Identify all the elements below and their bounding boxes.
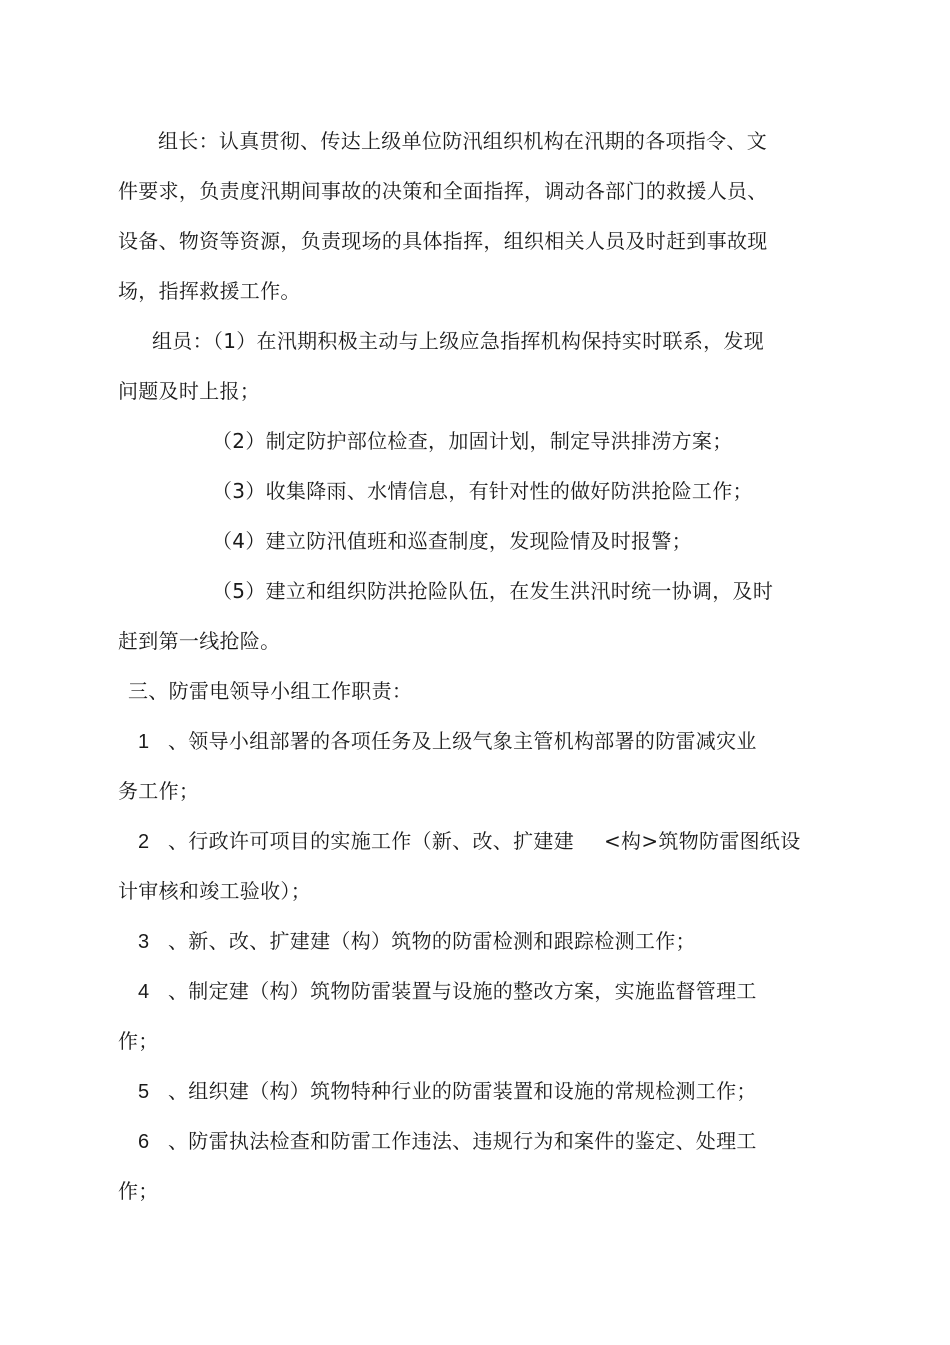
paragraph-leader-line-3: 设备、物资等资源，负责现场的具体指挥，组织相关人员及时赶到事故现	[118, 229, 768, 253]
duty-number: 3	[138, 931, 150, 953]
duty-item-1-line-2: 务工作；	[118, 779, 200, 803]
duty-number: 6	[138, 1131, 150, 1153]
duty-item-1-line-1	[138, 726, 757, 756]
paragraph-leader-line-4: 场，指挥救援工作。	[118, 279, 301, 303]
duty-item-4-line-1	[138, 976, 757, 1006]
duty-number: 2	[138, 831, 150, 853]
duty-number: 5	[138, 1081, 150, 1103]
members-item-5-line-2: 赶到第一线抢险。	[118, 629, 281, 653]
duty-text: 、新、改、扩建建（构）筑物的防雷检测和跟踪检测工作；	[168, 929, 696, 953]
paragraph-members-line-2: 问题及时上报；	[118, 379, 261, 403]
duty-text: 、防雷执法检查和防雷工作违法、违规行为和案件的鉴定、处理工	[168, 1129, 757, 1153]
duty-item-3	[138, 926, 696, 956]
duty-text: 、领导小组部署的各项任务及上级气象主管机构部署的防雷减灾业	[168, 729, 757, 753]
duty-item-4-line-2: 作；	[118, 1029, 159, 1053]
section-heading: 三、防雷电领导小组工作职责：	[128, 679, 413, 703]
paragraph-leader-line-2: 件要求，负责度汛期间事故的决策和全面指挥，调动各部门的救援人员、	[118, 179, 768, 203]
duty-text: 、行政许可项目的实施工作（新、改、扩建建	[168, 829, 574, 853]
duty-item-6-line-1	[138, 1126, 757, 1156]
duty-number: 1	[138, 731, 150, 753]
duty-number: 4	[138, 981, 150, 1003]
duty-text: 、组织建（构）筑物特种行业的防雷装置和设施的常规检测工作；	[168, 1079, 757, 1103]
paragraph-leader-line-1: 组长：认真贯彻、传达上级单位防汛组织机构在汛期的各项指令、文	[158, 129, 767, 153]
duty-item-2-line-2: 计审核和竣工验收）；	[118, 879, 311, 903]
duty-item-6-line-2: 作；	[118, 1179, 159, 1203]
members-item-3: （3）收集降雨、水情信息，有针对性的做好防洪抢险工作；	[212, 479, 753, 503]
duty-text-continuation: <构>筑物防雷图纸设	[604, 829, 801, 853]
duty-text: 、制定建（构）筑物防雷装置与设施的整改方案，实施监督管理工	[168, 979, 757, 1003]
members-item-2: （2）制定防护部位检查，加固计划，制定导洪排涝方案；	[212, 429, 733, 453]
paragraph-members-line-1: 组员：（1）在汛期积极主动与上级应急指挥机构保持实时联系，发现	[152, 329, 765, 353]
duty-item-2-line-1	[138, 826, 801, 856]
members-item-4: （4）建立防汛值班和巡查制度，发现险情及时报警；	[212, 529, 692, 553]
members-item-5-line-1: （5）建立和组织防洪抢险队伍，在发生洪汛时统一协调，及时	[212, 579, 774, 603]
duty-item-5	[138, 1076, 757, 1106]
